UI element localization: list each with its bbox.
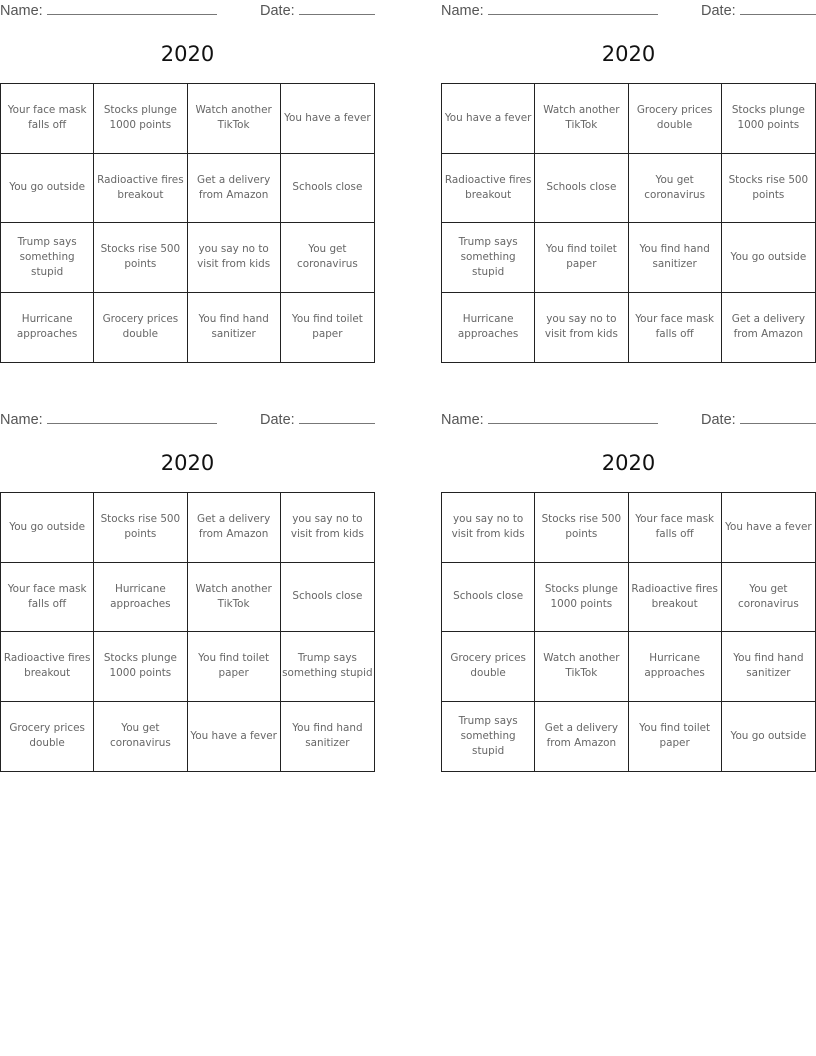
date-blank [740, 2, 816, 15]
bingo-cell: You go outside [1, 154, 94, 224]
bingo-cell: Radioactive fires breakout [94, 154, 187, 224]
bingo-cell: You find toilet paper [535, 223, 628, 293]
date-blank [299, 2, 375, 15]
card-title: 2020 [160, 42, 215, 66]
name-label: Name: [0, 3, 43, 19]
bingo-cell: Your face mask falls off [629, 493, 722, 563]
bingo-cell: Grocery prices double [629, 84, 722, 154]
date-label: Date: [260, 3, 295, 19]
bingo-cell: Trump says something stupid [442, 702, 535, 772]
bingo-cell: Watch another TikTok [535, 632, 628, 702]
date-field [701, 2, 816, 19]
name-field [0, 411, 217, 428]
bingo-grid [441, 492, 816, 772]
date-label: Date: [701, 3, 736, 19]
bingo-cell: You have a fever [442, 84, 535, 154]
bingo-cell: Schools close [442, 563, 535, 633]
bingo-cell: You have a fever [188, 702, 281, 772]
bingo-cell: you say no to visit from kids [535, 293, 628, 363]
bingo-cell: Get a delivery from Amazon [188, 154, 281, 224]
bingo-cell: you say no to visit from kids [442, 493, 535, 563]
card-header [441, 409, 816, 429]
bingo-cell: You have a fever [281, 84, 374, 154]
bingo-cell: Stocks rise 500 points [94, 493, 187, 563]
name-label: Name: [0, 412, 43, 428]
bingo-cell: You have a fever [722, 493, 815, 563]
bingo-cell: Hurricane approaches [442, 293, 535, 363]
bingo-cell: Hurricane approaches [1, 293, 94, 363]
bingo-cell: Stocks plunge 1000 points [722, 84, 815, 154]
date-label: Date: [260, 412, 295, 428]
bingo-cell: You find hand sanitizer [188, 293, 281, 363]
name-label: Name: [441, 3, 484, 19]
bingo-cell: You find toilet paper [629, 702, 722, 772]
bingo-cell: Watch another TikTok [188, 563, 281, 633]
bingo-cell: Get a delivery from Amazon [731, 313, 805, 341]
bingo-cell: You go outside [722, 223, 815, 293]
bingo-cell: Radioactive fires breakout [442, 154, 535, 224]
bingo-cell: You get coronavirus [722, 563, 815, 633]
bingo-card-3 [0, 409, 375, 774]
date-field [260, 2, 375, 19]
bingo-cell: Get a delivery from Amazon [188, 493, 281, 563]
date-blank [740, 411, 816, 424]
bingo-cell: Watch another TikTok [188, 84, 281, 154]
bingo-cell: Your face mask falls off [1, 563, 94, 633]
name-field [441, 2, 658, 19]
card-title: 2020 [601, 451, 656, 475]
bingo-cell: Schools close [281, 154, 374, 224]
bingo-cell: You go outside [1, 493, 94, 563]
bingo-cell: Schools close [281, 563, 374, 633]
bingo-card-2 [441, 0, 816, 365]
bingo-cell: You go outside [730, 729, 807, 742]
bingo-card-4 [441, 409, 816, 774]
card-title: 2020 [160, 451, 215, 475]
name-blank [47, 411, 217, 424]
bingo-cell: You find hand sanitizer [629, 223, 722, 293]
bingo-cell: Schools close [535, 154, 628, 224]
date-blank [299, 411, 375, 424]
bingo-cell: Grocery prices double [94, 293, 187, 363]
bingo-cell: You get coronavirus [629, 154, 722, 224]
name-blank [488, 2, 658, 15]
name-field [441, 411, 658, 428]
bingo-cell: Stocks rise 500 points [94, 223, 187, 293]
name-blank [47, 2, 217, 15]
bingo-cell: Grocery prices double [1, 702, 94, 772]
bingo-cell: You find toilet paper [188, 632, 281, 702]
date-label: Date: [701, 412, 736, 428]
card-header [0, 0, 375, 20]
date-field [701, 411, 816, 428]
bingo-cell: You find hand sanitizer [292, 722, 363, 750]
bingo-cell: Trump says something stupid [442, 223, 535, 293]
name-field [0, 2, 217, 19]
bingo-cell: Grocery prices double [442, 632, 535, 702]
bingo-cell: Hurricane approaches [629, 632, 722, 702]
bingo-cell: You get coronavirus [94, 702, 187, 772]
name-label: Name: [441, 412, 484, 428]
bingo-cell: you say no to visit from kids [281, 493, 374, 563]
bingo-cell: Your face mask falls off [629, 293, 722, 363]
bingo-grid [0, 492, 375, 772]
bingo-grid [0, 83, 375, 363]
bingo-cell: You find toilet paper [291, 313, 363, 341]
name-blank [488, 411, 658, 424]
date-field [260, 411, 375, 428]
card-title: 2020 [601, 42, 656, 66]
bingo-grid [441, 83, 816, 363]
bingo-cell: Stocks rise 500 points [535, 493, 628, 563]
bingo-cell: you say no to visit from kids [188, 223, 281, 293]
bingo-cell: Trump says something stupid [281, 632, 374, 702]
bingo-cell: Stocks plunge 1000 points [94, 84, 187, 154]
bingo-cell: Trump says something stupid [1, 223, 94, 293]
card-header [441, 0, 816, 20]
bingo-cell: Stocks plunge 1000 points [94, 632, 187, 702]
bingo-cell: Radioactive fires breakout [1, 632, 94, 702]
bingo-cell: Your face mask falls off [1, 84, 94, 154]
bingo-cell: Watch another TikTok [535, 84, 628, 154]
card-header [0, 409, 375, 429]
bingo-cell: You get coronavirus [281, 223, 374, 293]
bingo-card-1 [0, 0, 375, 365]
bingo-cell: You find hand sanitizer [722, 632, 815, 702]
bingo-cell: Stocks plunge 1000 points [535, 563, 628, 633]
bingo-cell: Stocks rise 500 points [722, 154, 815, 224]
bingo-cell: Radioactive fires breakout [629, 563, 722, 633]
bingo-cell: Get a delivery from Amazon [535, 702, 628, 772]
bingo-cell: Hurricane approaches [94, 563, 187, 633]
